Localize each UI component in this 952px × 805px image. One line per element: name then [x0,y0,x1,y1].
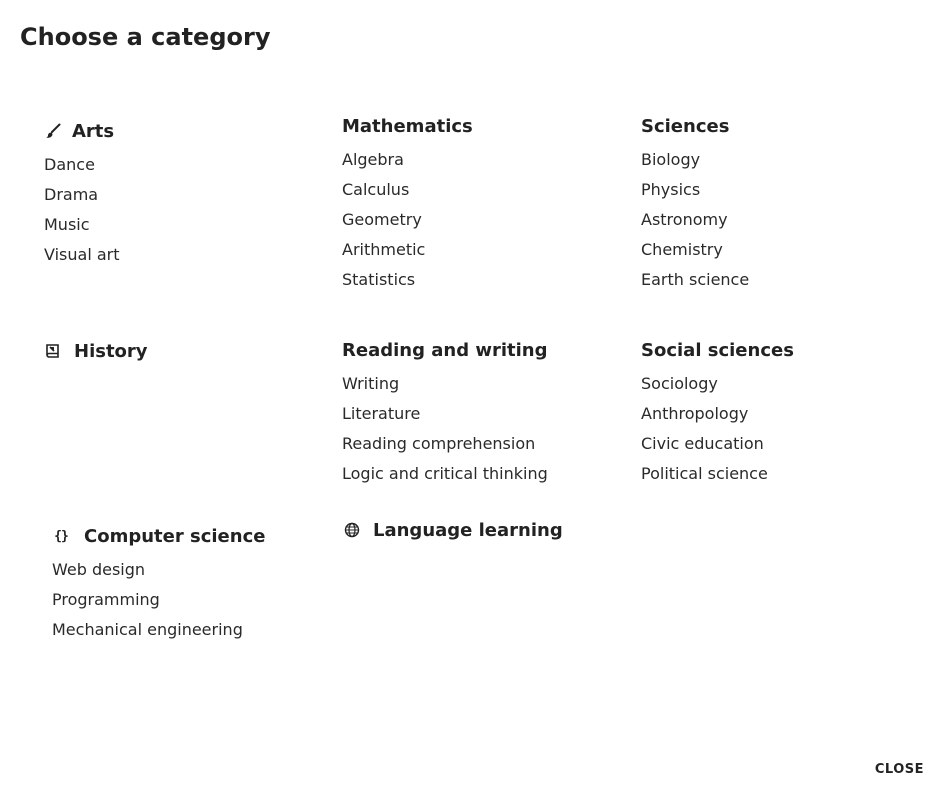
subcategory-item[interactable]: Drama [44,185,99,204]
subcategory-item[interactable]: Civic education [641,434,764,453]
subcategory-item[interactable]: Web design [52,560,146,579]
category-name: Mathematics [342,115,473,137]
category-heading-language-learning[interactable] [343,515,563,545]
subcategory-item[interactable]: Sociology [641,374,718,393]
subcategory-item[interactable]: Political science [641,464,768,483]
category-heading-sciences[interactable] [641,111,749,141]
subcategory-item[interactable]: Biology [641,150,701,169]
subcategory-item[interactable]: Geometry [342,210,422,229]
subcategory-item[interactable]: Logic and critical thinking [342,464,548,483]
subcategory-item[interactable]: Arithmetic [342,240,426,259]
category-name: Computer science [84,525,266,547]
category-language-learning [343,515,563,545]
subcategory-item[interactable]: Astronomy [641,210,728,229]
subcategory-item[interactable]: Earth science [641,270,750,289]
category-computer-science [52,521,265,645]
subcategory-item[interactable]: Programming [52,590,160,609]
category-name: Sciences [641,115,730,137]
subcategory-item[interactable]: Writing [342,374,400,393]
category-mathematics [342,111,473,295]
paintbrush-icon [44,122,62,140]
category-name: Arts [72,120,115,142]
subcategory-item[interactable]: Algebra [342,150,404,169]
subcategory-item[interactable]: Chemistry [641,240,723,259]
category-heading-mathematics[interactable] [342,111,473,141]
category-reading-and-writing [342,335,548,489]
category-name: Reading and writing [342,339,548,361]
category-name: Social sciences [641,339,794,361]
subcategory-item[interactable]: Mechanical engineering [52,620,243,639]
subcategory-item[interactable]: Physics [641,180,701,199]
category-heading-history[interactable] [44,336,148,366]
category-sciences [641,111,749,295]
close-button[interactable]: CLOSE [875,758,924,781]
category-social-sciences [641,335,794,489]
category-history [44,336,148,366]
globe-icon [343,521,361,539]
dialog-title: Choose a category [20,23,271,51]
subcategory-item[interactable]: Anthropology [641,404,749,423]
subcategory-item[interactable]: Music [44,215,90,234]
code-braces-icon: {} [54,528,68,544]
category-name: History [74,340,148,362]
subcategory-item[interactable]: Literature [342,404,421,423]
category-name: Language learning [373,519,563,541]
category-heading-reading-and-writing[interactable] [342,335,548,365]
category-heading-computer-science[interactable] [52,521,265,551]
subcategory-item[interactable]: Dance [44,155,95,174]
history-book-icon [44,342,62,360]
category-arts [44,116,120,270]
subcategory-item[interactable]: Statistics [342,270,416,289]
subcategory-item[interactable]: Reading comprehension [342,434,536,453]
category-heading-social-sciences[interactable] [641,335,794,365]
subcategory-item[interactable]: Calculus [342,180,410,199]
category-heading-arts[interactable] [44,116,120,146]
subcategory-item[interactable]: Visual art [44,245,120,264]
